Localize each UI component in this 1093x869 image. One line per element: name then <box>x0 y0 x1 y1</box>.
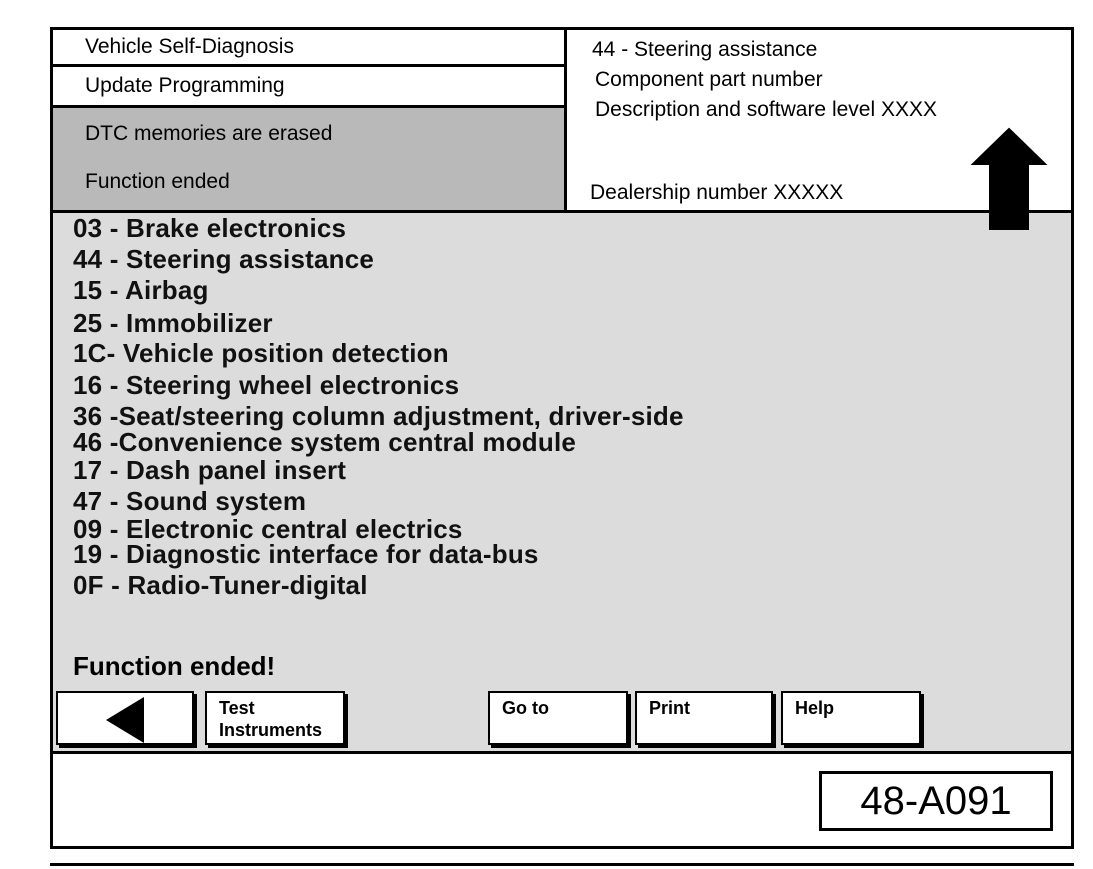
status-line-function-ended: Function ended <box>85 170 230 193</box>
test-instruments-button[interactable] <box>205 691 345 745</box>
list-item-17[interactable]: 17 - Dash panel insert <box>73 455 347 485</box>
info-component-part-number: Component part number <box>595 68 823 91</box>
list-item-1c[interactable]: 1C- Vehicle position detection <box>73 338 449 368</box>
menu-vehicle-self-diagnosis[interactable] <box>53 30 567 67</box>
test-instruments-label-line2: Instruments <box>219 720 323 740</box>
info-dealership-number: Dealership number XXXXX <box>590 181 844 204</box>
footer-panel <box>53 751 1071 846</box>
list-item-09[interactable]: 09 - Electronic central electrics <box>73 514 463 544</box>
diagnosis-screen <box>50 27 1074 849</box>
list-item-03[interactable]: 03 - Brake electronics <box>73 213 347 243</box>
help-button[interactable] <box>781 691 921 745</box>
list-item-0f[interactable]: 0F - Radio-Tuner-digital <box>73 570 368 600</box>
status-panel <box>53 108 567 210</box>
bottom-rule <box>50 863 1074 866</box>
go-to-button[interactable] <box>488 691 628 745</box>
figure-id: 48-A091 <box>860 778 1012 823</box>
list-item-36[interactable]: 36 -Seat/steering column adjustment, driver-side <box>73 401 684 431</box>
back-button[interactable] <box>56 691 194 745</box>
info-description-software-level: Description and software level XXXX <box>595 98 937 121</box>
list-item-44[interactable]: 44 - Steering assistance <box>73 244 375 274</box>
go-to-label: Go to <box>502 698 549 718</box>
left-triangle-icon <box>58 693 196 747</box>
info-module: 44 - Steering assistance <box>592 38 818 61</box>
print-label: Print <box>649 698 691 718</box>
status-message: Function ended! <box>73 651 276 681</box>
menu-vehicle-self-diagnosis-label: Vehicle Self-Diagnosis <box>85 35 294 58</box>
test-instruments-label-line1: Test <box>219 698 255 718</box>
list-item-15[interactable]: 15 - Airbag <box>73 275 209 305</box>
list-item-25[interactable]: 25 - Immobilizer <box>73 308 273 338</box>
help-label: Help <box>795 698 835 718</box>
status-line-dtc-erased: DTC memories are erased <box>85 122 333 145</box>
menu-update-programming[interactable] <box>53 67 567 108</box>
figure-id-box <box>819 771 1053 831</box>
print-button[interactable] <box>635 691 773 745</box>
list-item-16[interactable]: 16 - Steering wheel electronics <box>73 370 460 400</box>
list-item-19[interactable]: 19 - Diagnostic interface for data-bus <box>73 539 539 569</box>
list-item-46[interactable]: 46 -Convenience system central module <box>73 427 577 457</box>
menu-update-programming-label: Update Programming <box>85 74 285 97</box>
list-item-47[interactable]: 47 - Sound system <box>73 486 307 516</box>
module-list <box>53 213 1071 613</box>
